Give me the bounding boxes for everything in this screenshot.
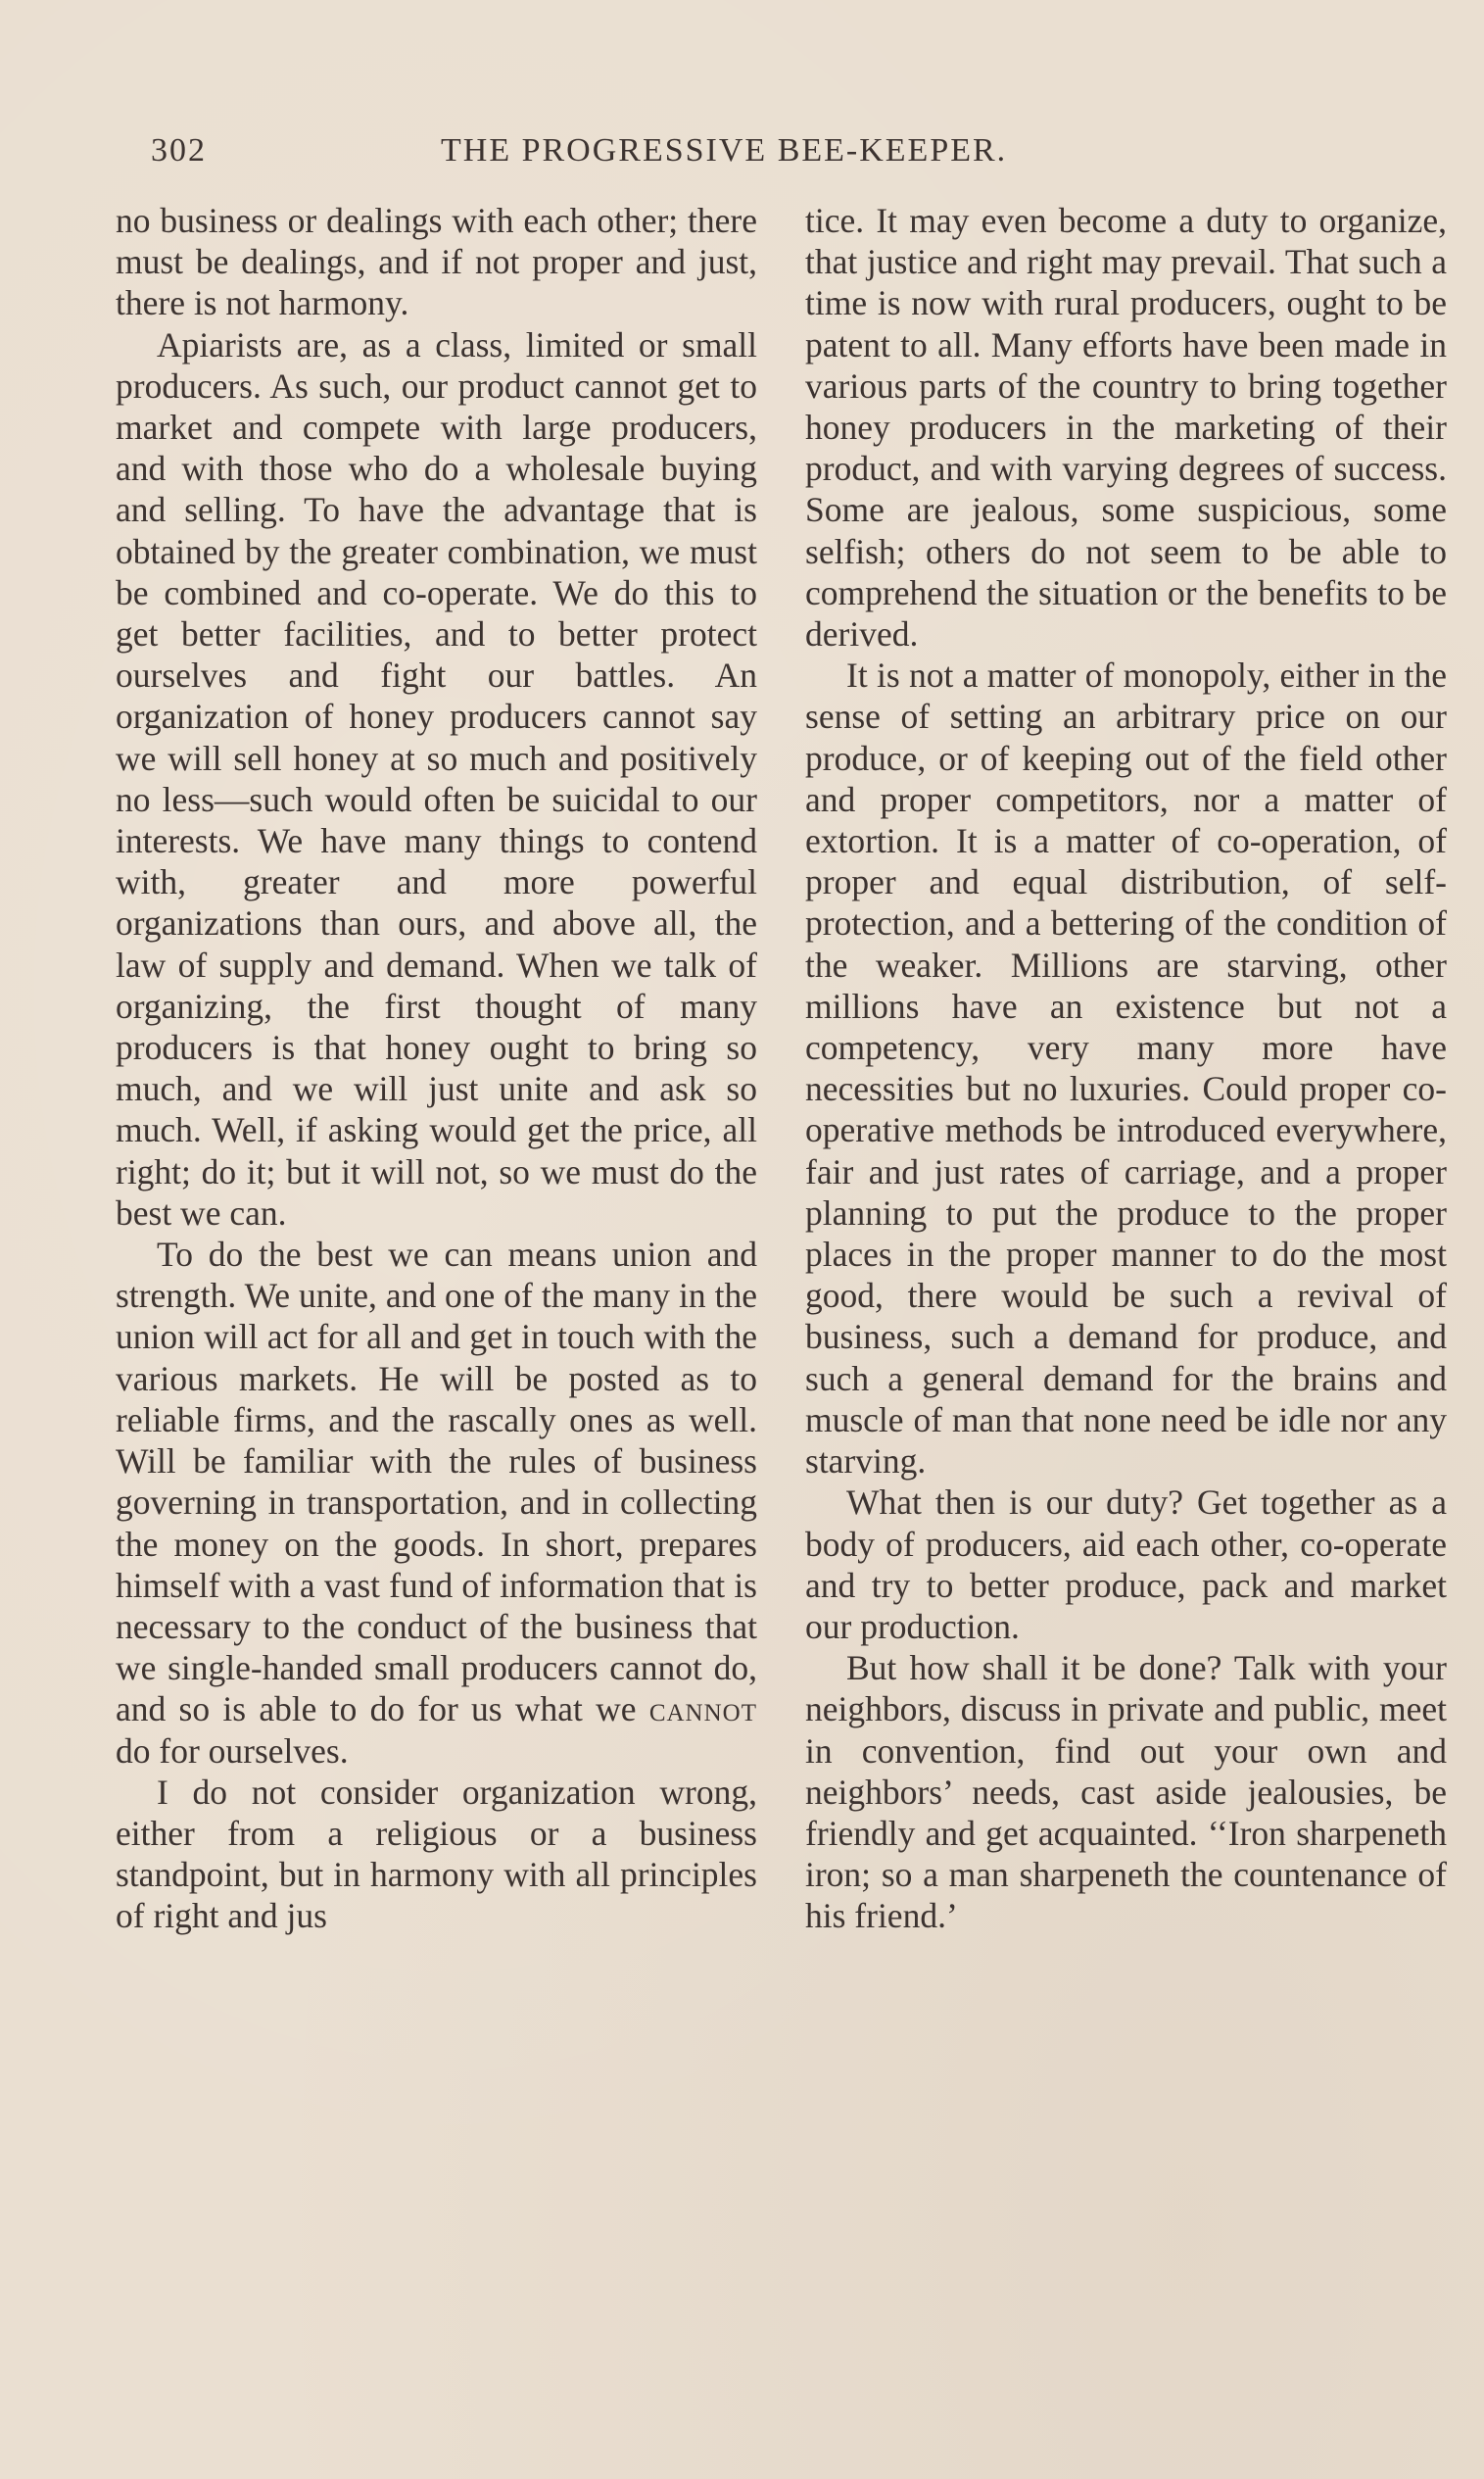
paragraph-monopoly: It is not a matter of monopoly, either in the sense of setting an arbitrary price on our produce, or of keeping out of the field other and proper competitors, nor a matter of extortion. It is a matter of co-operation, of proper and equal distribution, of self-protection, and a bettering of the condition of the weaker. Millions are starving, other millions have an existence but not a competency, very many more have necessities but no luxuries. Could proper co-operative methods be introduced everywhere, fair and just rates of carriage, and a proper planning to put the produce to the proper places in the proper manner to do the most good, there would be such a revival of business, such a demand for produce, and such a general demand for the brains and muscle of man that none need be idle nor any starving. (805, 656, 1447, 1482)
right-column (805, 200, 1447, 1937)
paragraph-apiarists: Apiarists are, as a class, limited or small producers. As such, our product cannot get to market and compete with large producers, and with those who do a wholesale buying and selling. To have the advantage that is obtained by the greater combination, we must be combined and co-operate. We do this to get better facilities, and to better protect ourselves and fight our battles. An organization of honey producers cannot say we will sell honey at so much and positively no less—such would often be suicidal to our interests. We have many things to contend with, greater and more powerful organizations than ours, and above all, the law of supply and demand. When we talk of organizing, the first thought of many producers is that honey ought to bring so much, and we will just unite and ask so much. Well, if asking would get the price, all right; do it; but it will not, so we must do the best we can. (116, 324, 757, 1233)
paragraph-justice: tice. It may even become a duty to organize, that justice and right may prevail. That such a time is now with rural producers, ought to be patent to all. Many efforts have been made in various parts of the country to bring together honey producers in the marketing of their product, and with varying degrees of success. Some are jealous, some suspicious, some selfish; others do not seem to be able to comprehend the situation or the benefits to be derived. (805, 201, 1447, 655)
page-number: 302 (151, 132, 207, 169)
paragraph-text: To do the best we can means union and strength. We unite, and one of the many in the union will act for all and get in touch with the various markets. He will be posted as to reliable firms, and the rascally ones as well. Will be familiar with the rules of business governing in transportation, and in collecting the money on the goods. In short, prepares himself with a vast fund of information that is necessary to the conduct of the business that we single-handed small producers cannot do, and so is able to do for us what we (116, 1235, 757, 1729)
emphasis-cannot: cannot (648, 1689, 757, 1729)
paragraph-how-done: But how shall it be done? Talk with your neighbors, discuss in private and public, meet in convention, find out your own and neighbors’ needs, cast aside jealousies, be friendly and get acquainted. ‘‘Iron sharpeneth iron; so a man sharpeneth the countenance of his friend.’ (805, 1648, 1447, 1936)
paragraph-organization-not-wrong: I do not consider organization wrong, either from a religious or a business standpoint, but in harmony with all principles of right and jus (116, 1772, 757, 1936)
paragraph-continuation: no business or dealings with each other; there must be dealings, and if not proper and just, there is not harmony. (116, 201, 757, 323)
left-column (116, 200, 757, 1937)
paragraph-union-and-strength (116, 1234, 757, 1772)
paragraph-our-duty: What then is our duty? Get together as a body of producers, aid each other, co-operate and try to better produce, pack and market our production. (805, 1483, 1447, 1646)
running-head (116, 132, 1467, 181)
paragraph-text-tail: do for ourselves. (116, 1730, 349, 1771)
journal-title: THE PROGRESSIVE BEE-KEEPER. (441, 132, 1008, 169)
